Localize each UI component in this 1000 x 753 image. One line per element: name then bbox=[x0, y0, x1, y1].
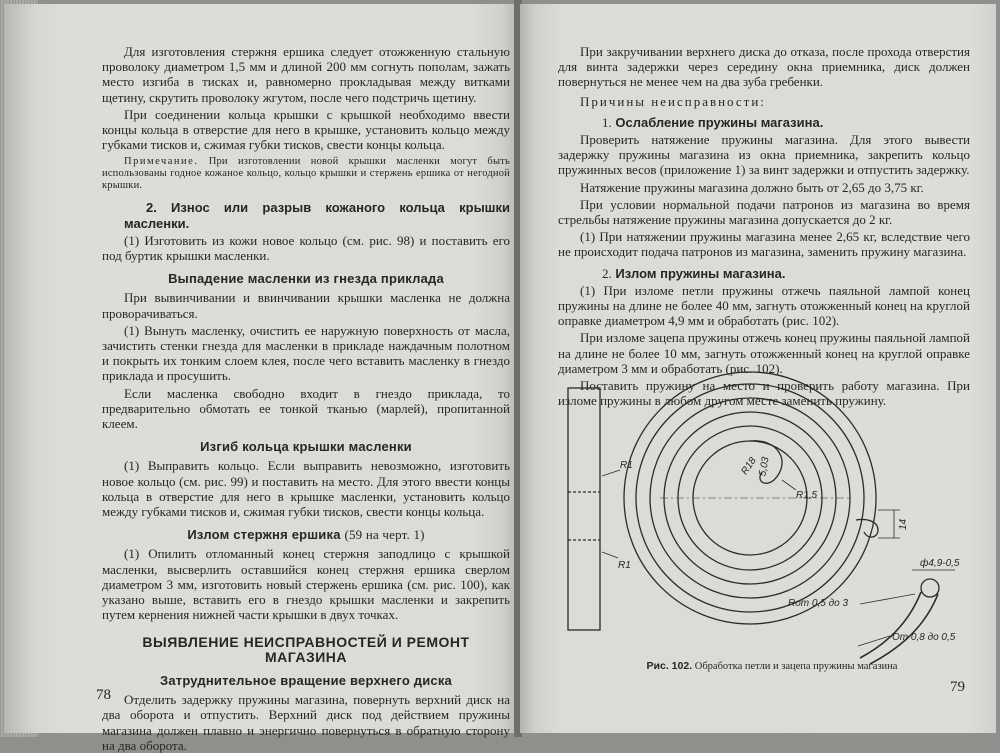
item-heading: 2. Износ или разрыв кожаного кольца крышки масленки. bbox=[124, 200, 510, 231]
label-thickness-range: Oт 0,8 до 0,5 bbox=[892, 632, 956, 643]
note-text: При изготовлении новой крышки масленки могут быть использованы годное кожаное кольцо, кольцо крышки и стержень ершика от негодной крышки. bbox=[102, 156, 510, 192]
label-r1-top: R1 bbox=[620, 460, 633, 471]
heading-ring: Изгиб кольца крышки масленки bbox=[200, 439, 412, 455]
paragraph: Если масленка свободно входит в гнездо приклада, то предварительно обмотать ее тонкой тканью (марлей), пропитанной клеем. bbox=[102, 385, 510, 432]
spring-side-view bbox=[568, 388, 600, 630]
leader-line bbox=[602, 470, 620, 476]
heading-oiler: Выпадение масленки из гнезда приклада bbox=[168, 271, 444, 287]
label-radius-range: Rот 0,5 до 3 bbox=[788, 598, 848, 609]
detail-strip bbox=[860, 592, 921, 658]
paragraph: Поставить пружину на место и проверить работу магазина. При изломе пружины в любом другом месте заменить пружину. bbox=[558, 378, 970, 409]
cause-number: 1. bbox=[602, 114, 612, 130]
leader-line bbox=[782, 480, 796, 490]
paragraph: (1) Выправить кольцо. Если выправить невозможно, изготовить новое кольцо (см. рис. 99) и поставить на место. Для этого ввести концы кольца в отверстие для него в крышке масленки, установить кольцо между губками тисков и, сжимая губки тисков, свести концы кольца. bbox=[102, 458, 510, 520]
section-title: ВЫЯВЛЕНИЕ НЕИСПРАВНОСТЕЙ И РЕМОНТ МАГАЗИНА bbox=[142, 633, 470, 665]
spring-coil bbox=[636, 384, 864, 612]
paragraph: Для изготовления стержня ершика следует отожженную стальную проволоку диаметром 1,5 мм и длиной 200 мм согнуть пополам, зажать место изгиба в тисках и, равномерно прокладывая между витками щетину, скрутить проволоку жгутом, после чего подстричь щетину. bbox=[102, 44, 510, 105]
page-number: 79 bbox=[950, 679, 965, 695]
figure-caption bbox=[582, 660, 962, 672]
note bbox=[102, 156, 510, 192]
paragraph: При вывинчивании и ввинчивании крышки масленка не должна проворачиваться. bbox=[102, 290, 510, 321]
paragraph: (1) Вынуть масленку, очистить ее наружную поверхность от масла, зачистить стенки гнезда для масленки в прикладе наждачным полотном и покрыть их тонким слоем клея, после чего вставить масленку в гнездо приклада и просушить. bbox=[102, 322, 510, 384]
leader-line bbox=[860, 594, 915, 604]
paragraph: При закручивании верхнего диска до отказа, после прохода отверстия для винта задержки через середину окна приемника, диск должен повернуться не менее чем на два зуба гребенки. bbox=[558, 44, 970, 90]
note-label: Примечание. bbox=[124, 156, 199, 168]
label-r1-5: R1,5 bbox=[796, 490, 818, 501]
detail-loop bbox=[921, 579, 939, 597]
label-dim-14: 14 bbox=[898, 518, 909, 530]
paragraph: Отделить задержку пружины магазина, повернуть верхний диск на два оборота и отпустить. Верхний диск под действием пружины магазина должен плавно и энергично повернуться в обратную сторону на два оборота. bbox=[102, 692, 510, 753]
leader-line bbox=[602, 552, 618, 558]
cause-heading bbox=[580, 266, 970, 281]
cause-heading bbox=[580, 115, 970, 130]
paragraph: Проверить натяжение пружины магазина. Для этого вывести задержку пружины магазина из окна приемника, закрепить кольцо пружинных весов (приложение 1) за винт задержки и отпустить задержку. bbox=[558, 132, 970, 178]
figure-102 bbox=[560, 380, 970, 670]
paragraph: При изломе зацепа пружины отжечь конец пружины паяльной лампой на длине не более 10 мм, загнуть отожженный конец на круглой оправке диаметром 3 мм и обработать (рис. 102). bbox=[558, 330, 970, 376]
right-page bbox=[520, 4, 996, 733]
page-number: 78 bbox=[96, 687, 111, 703]
heading-rod-ref: (59 на черт. 1) bbox=[344, 527, 425, 543]
detail-strip bbox=[870, 594, 938, 664]
paragraph: (1) При изломе петли пружины отжечь паяльной лампой конец пружины на длине не более 40 мм, загнуть отожженный конец на круглой оправке диаметром 4,9 мм и обработать (рис. 102). bbox=[558, 282, 970, 329]
cause-title: Излом пружины магазина. bbox=[615, 265, 786, 281]
caption-number: Рис. 102. bbox=[646, 660, 693, 672]
causes-label: Причины неисправности: bbox=[580, 93, 766, 109]
paragraph: При условии нормальной подачи патронов из магазина во время стрельбы натяжение пружины магазина допускается до 2 кг. bbox=[558, 196, 970, 228]
paragraph: (1) Опилить отломанный конец стержня заподлицо с крышкой масленки, высверлить оставшийся конец стержня ершика сверлом диаметром 3 мм, изготовить новый стержень ершика (см. рис. 100), как указано выше, вставить его в гнездо крышки масленки и закрепить путем кернения нижней части крышки в двух точках. bbox=[102, 546, 510, 623]
heading-disk: Затруднительное вращение верхнего диска bbox=[160, 672, 452, 688]
caption-text: Обработка петли и зацепа пружины магазина bbox=[694, 661, 898, 672]
heading-rod bbox=[102, 527, 510, 542]
paragraph: Натяжение пружины магазина должно быть от 2,65 до 3,75 кг. bbox=[580, 179, 924, 195]
heading-rod-text: Излом стержня ершика bbox=[187, 527, 341, 543]
left-page bbox=[4, 4, 516, 753]
label-5-03: 5,03 bbox=[757, 456, 772, 478]
label-r1-bottom: R1 bbox=[618, 560, 631, 571]
cause-number: 2. bbox=[602, 265, 612, 281]
label-r18: R18 bbox=[739, 455, 759, 477]
paragraph: (1) При натяжении пружины магазина менее 2,65 кг, вследствие чего не происходит подача патронов из магазина, заменить пружину магазина. bbox=[558, 229, 970, 260]
right-text-column bbox=[558, 44, 970, 408]
spring-drawing bbox=[560, 380, 970, 665]
cause-title: Ослабление пружины магазина. bbox=[615, 114, 824, 130]
left-text-column bbox=[102, 44, 510, 753]
paragraph: (1) Изготовить из кожи новое кольцо (см. рис. 98) и поставить его под буртик крышки масленки. bbox=[102, 232, 510, 264]
paragraph: При соединении кольца крышки с крышкой необходимо ввести концы кольца в отверстие для него в крышке, установить кольцо между губками тисков и, сжимая губки тисков, свести концы кольца. bbox=[102, 106, 510, 153]
label-diameter: ф4,9-0,5 bbox=[920, 558, 960, 569]
